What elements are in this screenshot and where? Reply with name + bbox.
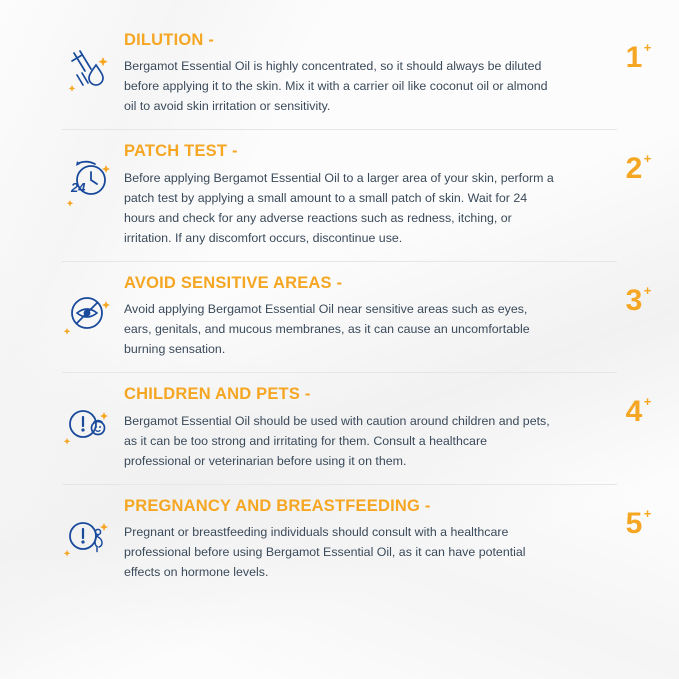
section-heading (124, 497, 597, 515)
section-body: Bergamot Essential Oil should be used with caution around children and pets, as it can be too strong and irritating for them. Consult a healthcare professional or veterinarian before using it on them. (124, 413, 550, 468)
eye-avoid-icon (58, 284, 116, 342)
section-number (625, 282, 652, 317)
child-pet-warning-icon (58, 395, 116, 453)
section-number (625, 40, 652, 74)
text-cell (124, 385, 611, 470)
list-item (0, 261, 679, 372)
list-item (0, 484, 679, 595)
section-number-value: 4 (625, 395, 643, 429)
section-number-suffix: + (643, 282, 652, 298)
clock-24-hours-icon (58, 152, 116, 210)
section-heading-dash: - (208, 31, 215, 49)
number-cell (611, 142, 657, 184)
number-cell (611, 385, 657, 427)
section-heading (124, 142, 597, 160)
section-number-suffix: + (643, 505, 652, 521)
section-heading-dash: - (424, 496, 431, 515)
section-heading-dash: - (304, 385, 311, 404)
icon-cell (50, 497, 124, 565)
section-number-value: 1 (625, 41, 643, 74)
section-heading-text: PREGNANCY AND BREASTFEEDING (124, 496, 421, 515)
icon-cell (50, 274, 124, 342)
pregnancy-warning-icon (58, 507, 116, 565)
section-body: Before applying Bergamot Essential Oil to a larger area of your skin, perform a patch test by applying a small amount to a small patch of skin. Wait for 24 hours and check for any adverse reactions such as redness, itching, or irritation. If any discomfort occurs, discontinue use. (124, 170, 554, 245)
number-cell (611, 274, 657, 316)
dropper-oil-icon (58, 41, 116, 99)
tips-list (0, 18, 679, 595)
section-body: Pregnant or breastfeeding individuals should consult with a healthcare professional before using Bergamot Essential Oil, as it can have potential effects on hormone levels. (124, 524, 526, 580)
icon-cell (50, 31, 124, 99)
section-number-suffix: + (643, 151, 652, 167)
section-heading-dash: - (336, 273, 343, 292)
section-number-value: 2 (625, 152, 643, 186)
section-heading-text: PATCH TEST (124, 142, 228, 161)
list-item (0, 18, 679, 129)
section-number-value: 3 (625, 283, 643, 317)
section-heading-text: DILUTION (124, 31, 204, 49)
text-cell (124, 142, 611, 248)
text-cell (124, 274, 611, 359)
section-number-suffix: + (643, 394, 652, 410)
section-body: Bergamot Essential Oil is highly concentrated, so it should always be diluted before applying it to the skin. Mix it with a carrier oil like coconut oil or almond oil to avoid skin irritation or sensitivity. (124, 59, 548, 114)
section-number-suffix: + (643, 40, 652, 55)
section-heading-text: CHILDREN AND PETS (124, 385, 301, 404)
svg-text:24: 24 (71, 180, 86, 196)
number-cell (611, 497, 657, 539)
icon-cell (50, 142, 124, 210)
section-heading (124, 385, 597, 403)
section-number (625, 394, 652, 429)
list-item (0, 372, 679, 483)
text-cell (124, 497, 611, 582)
icon-cell (50, 385, 124, 453)
section-heading (124, 274, 597, 292)
section-number (625, 505, 652, 540)
section-number-value: 5 (625, 506, 643, 540)
text-cell (124, 31, 611, 116)
section-heading-dash: - (231, 142, 238, 161)
section-heading (124, 31, 597, 49)
list-item (0, 129, 679, 261)
section-body: Avoid applying Bergamot Essential Oil near sensitive areas such as eyes, ears, genitals, and mucous membranes, as it can cause an uncomfortable burning sensation. (124, 302, 530, 357)
section-number (625, 151, 652, 186)
section-heading-text: AVOID SENSITIVE AREAS (124, 273, 332, 292)
number-cell (611, 31, 657, 73)
